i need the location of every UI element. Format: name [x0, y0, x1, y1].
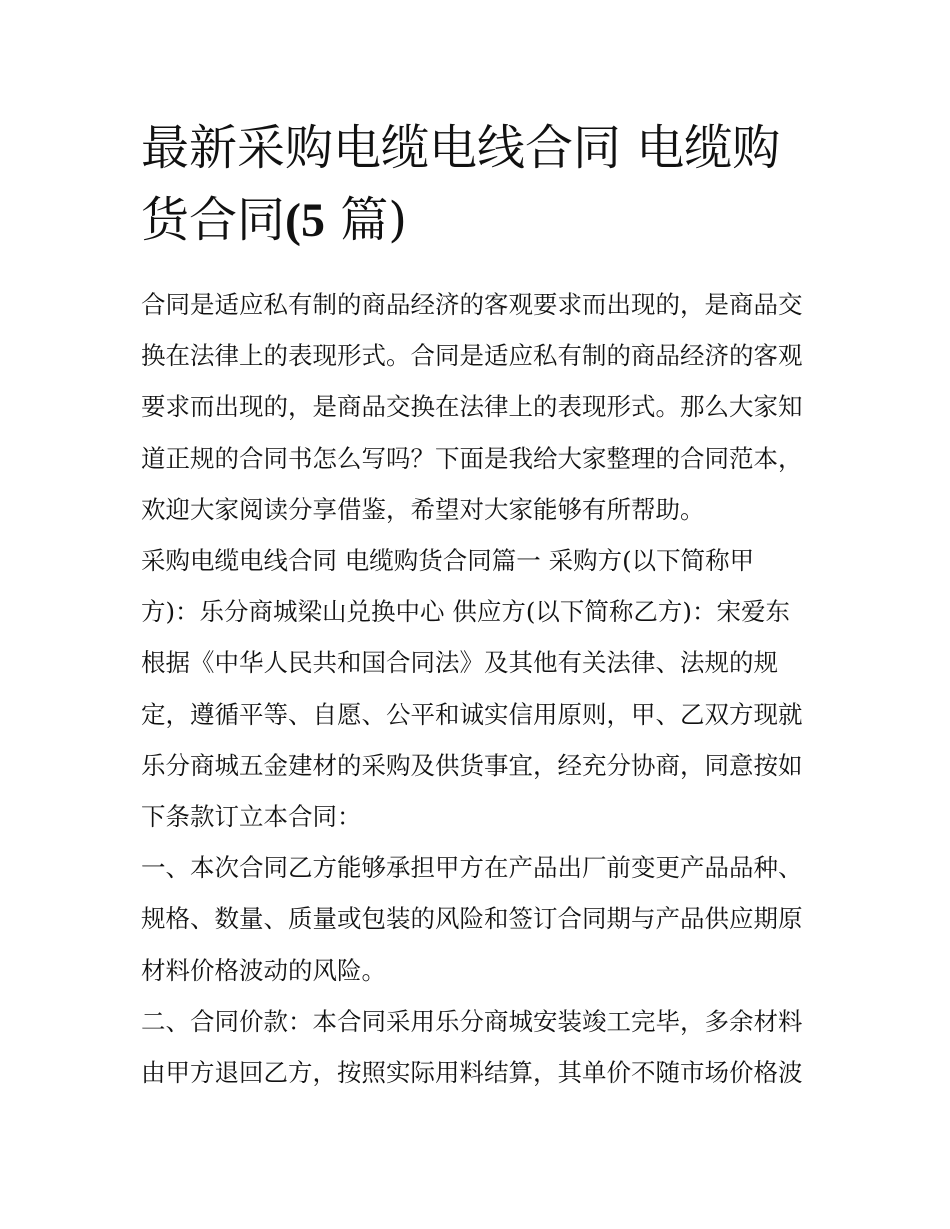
text-line: 方)：乐分商城梁山兑换中心 供应方(以下简称乙方)：宋爱东	[141, 597, 790, 627]
text-line: 乐分商城五金建材的采购及供货事宜，经充分协商，同意按如	[141, 750, 803, 780]
contract-parties-paragraph	[141, 535, 815, 842]
clause-two-paragraph	[141, 996, 815, 1098]
text-line: 规格、数量、质量或包装的风险和签订合同期与产品供应期原	[141, 904, 803, 934]
text-line: 欢迎大家阅读分享借鉴，希望对大家能够有所帮助。	[141, 494, 705, 524]
text-line: 下条款订立本合同：	[141, 802, 362, 832]
text-line: 一、本次合同乙方能够承担甲方在产品出厂前变更产品品种、	[141, 853, 803, 883]
document-title-suffix: 篇)	[325, 192, 407, 248]
text-line: 换在法律上的表现形式。合同是适应私有制的商品经济的客观	[141, 341, 803, 371]
text-line: 要求而出现的，是商品交换在法律上的表现形式。那么大家知	[141, 392, 803, 422]
text-line: 二、合同价款：本合同采用乐分商城安装竣工完毕，多余材料	[141, 1006, 803, 1036]
text-line: 根据《中华人民共和国合同法》及其他有关法律、法规的规	[141, 648, 778, 678]
clause-one-paragraph	[141, 842, 815, 996]
document-title	[141, 112, 813, 257]
document-body	[141, 279, 815, 1098]
intro-paragraph	[141, 279, 815, 535]
text-line: 材料价格波动的风险。	[141, 955, 386, 985]
text-line: 由甲方退回乙方，按照实际用料结算，其单价不随市场价格波	[141, 1058, 803, 1088]
text-line: 合同是适应私有制的商品经济的客观要求而出现的，是商品交	[141, 290, 803, 319]
document-title-count: (5	[285, 194, 325, 247]
text-line: 定，遵循平等、自愿、公平和诚实信用原则，甲、乙双方现就	[141, 699, 803, 729]
document-page	[141, 112, 816, 1098]
text-line: 采购电缆电线合同 电缆购货合同篇一 采购方(以下简称甲	[141, 546, 755, 576]
text-line: 道正规的合同书怎么写吗？下面是我给大家整理的合同范本，	[141, 443, 803, 473]
document-title-text: 最新采购电缆电线合同 电缆购货合同	[141, 120, 781, 248]
